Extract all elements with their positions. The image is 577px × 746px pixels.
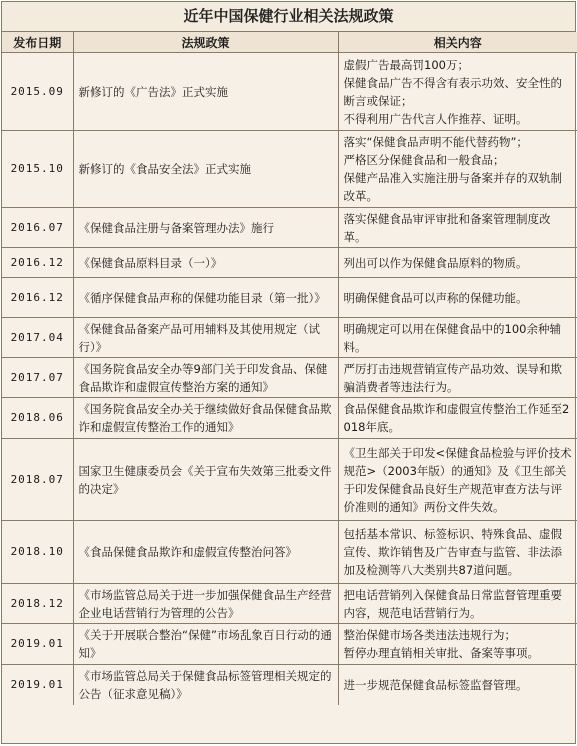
policy-text: 国家卫生健康委员会《关于宣布失效第三批委文件的决定》 [78,463,332,496]
cell-policy [73,521,338,584]
table-row [2,584,577,624]
cell-content [338,278,577,318]
cell-content [338,248,577,278]
table-row [2,439,577,521]
table-row [2,318,577,358]
content-line: 落实保健食品审评审批和备案管理制度改革。 [343,211,551,244]
cell-policy [73,665,338,705]
cell-policy [73,131,338,208]
table-row [2,398,577,439]
cell-content [338,521,577,584]
content-line: 严厉打击违规营销宣传产品功效、误导和欺骗消费者等违法行为。 [343,361,562,394]
cell-policy [73,318,338,358]
content-line: 进一步规范保健食品标签监督管理。 [343,677,528,692]
table-row [2,53,577,131]
policy-text: 《市场监管总局关于进一步加强保健食品生产经营企业电话营销行为管理的公告》 [78,587,332,620]
cell-date: 2015.09 [2,53,73,131]
cell-content [338,131,577,208]
cell-date: 2018.06 [2,398,73,439]
policy-text: 《国务院食品安全办等9部门关于印发食品、保健食品欺诈和虚假宣传整治方案的通知》 [78,361,328,394]
cell-policy [73,584,338,624]
cell-date: 2019.01 [2,624,73,665]
header-date: 发布日期 [2,32,73,53]
policy-text: 《国务院食品安全办关于继续做好食品保健食品欺诈和虚假宣传整治工作的通知》 [78,402,332,434]
policy-text: 《市场监管总局关于保健食品标签管理相关规定的公告（征求意见稿）》 [78,668,332,701]
policy-text: 《循序保健食品声称的保健功能目录（第一批）》 [78,290,326,305]
table-row [2,358,577,398]
content-line: 明确保健食品可以声称的保健功能。 [343,290,528,305]
content-line: 把电话营销列入保健食品日常监督管理重要内容，规范电话营销行为。 [343,587,562,620]
cell-date: 2018.10 [2,521,73,584]
table-row [2,278,577,318]
cell-content [338,665,577,705]
table-row [2,665,577,705]
content-line: 保健食品广告不得含有表示功效、安全性的断言或保证； [343,75,562,108]
content-line: 《卫生部关于印发<保健食品检验与评价技术规范>（2003年版）的通知》及《卫生部关于印发保健食品良好生产规范审查方法与评价准则的通知》两份文件失效。 [343,445,572,514]
policy-text: 《食品保健食品欺诈和虚假宣传整治问答》 [78,545,297,559]
cell-content [338,439,577,521]
cell-content [338,318,577,358]
cell-policy [73,358,338,398]
cell-date: 2016.07 [2,208,73,248]
cell-content [338,584,577,624]
cell-date: 2017.07 [2,358,73,398]
content-line: 虚假广告最高罚100万； [343,57,469,72]
cell-policy [73,624,338,665]
table-title: 近年中国保健行业相关法规政策 [2,2,575,32]
content-line: 严格区分保健食品和一般食品； [343,153,505,167]
cell-date: 2017.04 [2,318,73,358]
content-line: 包括基本常识、标签标识、特殊食品、虚假宣传、欺诈销售及广告审查与监管、非法添加及检测等八大类别共87道问题。 [343,527,562,577]
cell-policy [73,248,338,278]
table-row [2,521,577,584]
cell-date: 2016.12 [2,278,73,318]
table-row [2,624,577,665]
cell-date: 2019.01 [2,665,73,705]
content-line: 暂停办理直销相关审批、备案等事项。 [343,646,539,660]
cell-content [338,398,577,439]
content-line: 不得利用广告代言人作推荐、证明。 [343,111,528,126]
content-line: 保健产品准入实施注册与备案并存的双轨制改革。 [343,171,562,203]
cell-date: 2018.07 [2,439,73,521]
policy-text: 新修订的《食品安全法》正式实施 [78,162,251,176]
header-content: 相关内容 [338,32,577,53]
cell-policy [73,439,338,521]
policy-table-panel [1,1,576,744]
cell-policy [73,208,338,248]
header-row [2,32,577,53]
policy-text: 《保健食品原料目录（一）》 [78,255,223,270]
cell-date: 2015.10 [2,131,73,208]
content-line: 列出可以作为保健食品原料的物质。 [343,255,528,270]
cell-content [338,208,577,248]
cell-policy [73,398,338,439]
table-row [2,131,577,208]
content-line: 整治保健市场各类违法违规行为； [343,628,516,642]
content-line: 明确规定可以用在保健食品中的100余种辅料。 [343,321,561,354]
cell-date: 2016.12 [2,248,73,278]
header-policy: 法规政策 [73,32,338,53]
cell-content [338,358,577,398]
cell-content [338,624,577,665]
cell-policy [73,53,338,131]
policy-text: 《保健食品备案产品可用辅料及其使用规定（试行）》 [78,321,320,354]
table-row [2,248,577,278]
cell-date: 2018.12 [2,584,73,624]
policy-text: 新修订的《广告法》正式实施 [78,84,228,99]
policy-text: 《关于开展联合整治“保健”市场乱象百日行动的通知》 [78,628,332,660]
content-line: 食品保健食品欺诈和虚假宣传整治工作延至2018年底。 [343,402,570,434]
table-body [2,53,577,705]
cell-content [338,53,577,131]
policy-table [2,32,577,705]
policy-text: 《保健食品注册与备案管理办法》施行 [78,220,274,235]
cell-policy [73,278,338,318]
table-row [2,208,577,248]
content-line: 落实“保健食品声明不能代替药物”； [343,135,528,149]
